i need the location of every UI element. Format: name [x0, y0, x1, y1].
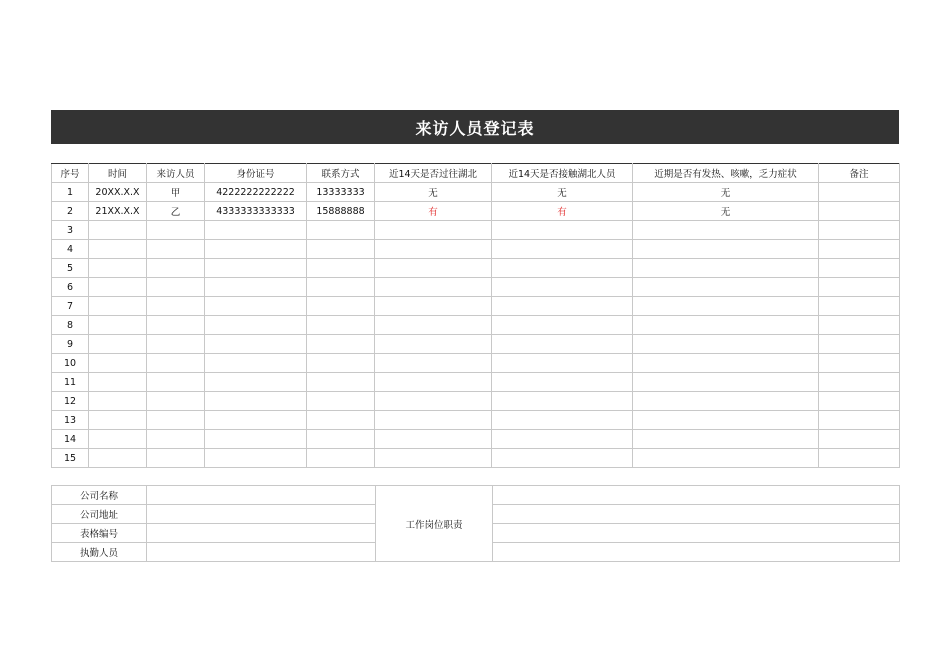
row-time[interactable] [89, 297, 147, 316]
row-no: 5 [52, 259, 89, 278]
row-id[interactable] [205, 373, 307, 392]
row-phone[interactable] [307, 411, 375, 430]
row-symptoms[interactable] [633, 240, 819, 259]
row-symptoms[interactable] [633, 278, 819, 297]
table-row [52, 259, 900, 278]
row-hubei-travel[interactable] [375, 430, 492, 449]
row-symptoms[interactable] [633, 373, 819, 392]
row-hubei-contact[interactable] [492, 221, 633, 240]
table-header-row [52, 164, 900, 183]
table-row [52, 278, 900, 297]
row-phone[interactable] [307, 354, 375, 373]
duty-label: 工作岗位职责 [376, 486, 493, 562]
row-note[interactable] [819, 373, 900, 392]
table-row [52, 354, 900, 373]
table-row [52, 430, 900, 449]
row-id[interactable] [205, 392, 307, 411]
row-time[interactable] [89, 354, 147, 373]
row-hubei-contact[interactable] [492, 411, 633, 430]
row-time[interactable]: 21XX.X.X [89, 202, 147, 221]
table-row [52, 392, 900, 411]
row-id[interactable] [205, 430, 307, 449]
duty-value-1[interactable] [493, 486, 900, 505]
row-note[interactable] [819, 430, 900, 449]
form-number-label: 表格编号 [52, 524, 147, 543]
row-no: 9 [52, 335, 89, 354]
row-note[interactable] [819, 354, 900, 373]
row-no: 14 [52, 430, 89, 449]
row-hubei-travel[interactable] [375, 240, 492, 259]
row-symptoms[interactable] [633, 411, 819, 430]
row-visitor[interactable] [147, 449, 205, 468]
row-time[interactable] [89, 411, 147, 430]
form-number-value[interactable] [147, 524, 376, 543]
row-hubei-contact[interactable] [492, 297, 633, 316]
row-no: 2 [52, 202, 89, 221]
row-symptoms[interactable] [633, 354, 819, 373]
row-no: 8 [52, 316, 89, 335]
duty-staff-value[interactable] [147, 543, 376, 562]
col-header-no: 序号 [52, 164, 89, 183]
duty-value-4[interactable] [493, 543, 900, 562]
row-visitor[interactable] [147, 392, 205, 411]
row-hubei-travel[interactable] [375, 392, 492, 411]
row-no: 7 [52, 297, 89, 316]
row-time[interactable] [89, 449, 147, 468]
row-hubei-contact[interactable]: 无 [492, 183, 633, 202]
row-hubei-contact[interactable] [492, 240, 633, 259]
row-phone[interactable] [307, 259, 375, 278]
row-id[interactable] [205, 259, 307, 278]
page-title: 来访人员登记表 [51, 110, 899, 144]
row-time[interactable] [89, 259, 147, 278]
row-hubei-contact[interactable] [492, 392, 633, 411]
row-hubei-travel[interactable] [375, 259, 492, 278]
table-row [52, 183, 900, 202]
row-visitor[interactable]: 甲 [147, 183, 205, 202]
row-no: 11 [52, 373, 89, 392]
row-id[interactable] [205, 411, 307, 430]
table-row [52, 335, 900, 354]
col-header-hubei-contact: 近14天是否接触湖北人员 [492, 164, 633, 183]
row-visitor[interactable] [147, 335, 205, 354]
row-phone[interactable] [307, 335, 375, 354]
row-phone[interactable] [307, 316, 375, 335]
row-note[interactable] [819, 449, 900, 468]
row-time[interactable]: 20XX.X.X [89, 183, 147, 202]
row-no: 12 [52, 392, 89, 411]
row-hubei-travel[interactable] [375, 411, 492, 430]
row-phone[interactable] [307, 430, 375, 449]
table-row [52, 297, 900, 316]
row-phone[interactable] [307, 221, 375, 240]
row-no: 6 [52, 278, 89, 297]
row-phone[interactable] [307, 392, 375, 411]
col-header-visitor: 来访人员 [147, 164, 205, 183]
row-hubei-travel[interactable] [375, 278, 492, 297]
row-id[interactable] [205, 297, 307, 316]
table-row [52, 202, 900, 221]
row-time[interactable] [89, 240, 147, 259]
row-id[interactable] [205, 449, 307, 468]
row-note[interactable] [819, 202, 900, 221]
footer-row [52, 486, 900, 505]
row-time[interactable] [89, 278, 147, 297]
row-visitor[interactable] [147, 373, 205, 392]
row-id[interactable] [205, 240, 307, 259]
row-hubei-travel[interactable]: 有 [375, 202, 492, 221]
row-symptoms[interactable] [633, 392, 819, 411]
row-symptoms[interactable] [633, 316, 819, 335]
row-hubei-contact[interactable] [492, 354, 633, 373]
table-row [52, 221, 900, 240]
row-hubei-travel[interactable] [375, 449, 492, 468]
row-time[interactable] [89, 430, 147, 449]
visitor-register-table [51, 163, 900, 468]
row-hubei-contact[interactable] [492, 259, 633, 278]
row-hubei-contact[interactable] [492, 449, 633, 468]
table-row [52, 240, 900, 259]
row-hubei-travel[interactable] [375, 297, 492, 316]
company-info-table [51, 485, 900, 562]
col-header-hubei-travel: 近14天是否过往湖北 [375, 164, 492, 183]
col-header-time: 时间 [89, 164, 147, 183]
row-hubei-travel[interactable] [375, 316, 492, 335]
duty-value-3[interactable] [493, 524, 900, 543]
row-id[interactable] [205, 221, 307, 240]
row-no: 13 [52, 411, 89, 430]
row-hubei-contact[interactable]: 有 [492, 202, 633, 221]
row-no: 15 [52, 449, 89, 468]
row-hubei-contact[interactable] [492, 335, 633, 354]
duty-value-2[interactable] [493, 505, 900, 524]
row-no: 4 [52, 240, 89, 259]
row-visitor[interactable] [147, 221, 205, 240]
row-note[interactable] [819, 221, 900, 240]
row-hubei-contact[interactable] [492, 430, 633, 449]
row-time[interactable] [89, 373, 147, 392]
row-note[interactable] [819, 392, 900, 411]
row-no: 10 [52, 354, 89, 373]
company-address-value[interactable] [147, 505, 376, 524]
row-phone[interactable]: 15888888 [307, 202, 375, 221]
row-no: 1 [52, 183, 89, 202]
row-id[interactable] [205, 316, 307, 335]
row-id[interactable] [205, 335, 307, 354]
row-note[interactable] [819, 183, 900, 202]
row-note[interactable] [819, 297, 900, 316]
row-visitor[interactable] [147, 354, 205, 373]
table-row [52, 449, 900, 468]
col-header-note: 备注 [819, 164, 900, 183]
company-name-label: 公司名称 [52, 486, 147, 505]
row-id[interactable] [205, 278, 307, 297]
row-phone[interactable] [307, 373, 375, 392]
row-note[interactable] [819, 316, 900, 335]
row-phone[interactable] [307, 297, 375, 316]
row-no: 3 [52, 221, 89, 240]
row-symptoms[interactable]: 无 [633, 183, 819, 202]
row-phone[interactable] [307, 240, 375, 259]
row-visitor[interactable] [147, 430, 205, 449]
row-hubei-contact[interactable] [492, 373, 633, 392]
row-visitor[interactable] [147, 297, 205, 316]
row-symptoms[interactable] [633, 297, 819, 316]
row-phone[interactable]: 13333333 [307, 183, 375, 202]
row-time[interactable] [89, 392, 147, 411]
company-address-label: 公司地址 [52, 505, 147, 524]
col-header-symptoms: 近期是否有发热、咳嗽，乏力症状 [633, 164, 819, 183]
row-hubei-travel[interactable] [375, 354, 492, 373]
row-symptoms[interactable] [633, 430, 819, 449]
row-id[interactable] [205, 354, 307, 373]
row-hubei-contact[interactable] [492, 278, 633, 297]
col-header-id: 身份证号 [205, 164, 307, 183]
row-note[interactable] [819, 240, 900, 259]
row-visitor[interactable] [147, 240, 205, 259]
row-id[interactable]: 4222222222222 [205, 183, 307, 202]
row-visitor[interactable]: 乙 [147, 202, 205, 221]
row-hubei-travel[interactable] [375, 373, 492, 392]
row-time[interactable] [89, 316, 147, 335]
col-header-phone: 联系方式 [307, 164, 375, 183]
row-visitor[interactable] [147, 259, 205, 278]
row-time[interactable] [89, 335, 147, 354]
row-hubei-travel[interactable] [375, 335, 492, 354]
row-symptoms[interactable] [633, 449, 819, 468]
row-phone[interactable] [307, 449, 375, 468]
row-visitor[interactable] [147, 278, 205, 297]
row-note[interactable] [819, 259, 900, 278]
row-note[interactable] [819, 335, 900, 354]
row-note[interactable] [819, 278, 900, 297]
row-symptoms[interactable] [633, 335, 819, 354]
row-time[interactable] [89, 221, 147, 240]
row-hubei-contact[interactable] [492, 316, 633, 335]
table-row [52, 411, 900, 430]
row-hubei-travel[interactable]: 无 [375, 183, 492, 202]
row-phone[interactable] [307, 278, 375, 297]
row-visitor[interactable] [147, 411, 205, 430]
table-row [52, 316, 900, 335]
row-hubei-travel[interactable] [375, 221, 492, 240]
duty-staff-label: 执勤人员 [52, 543, 147, 562]
company-name-value[interactable] [147, 486, 376, 505]
row-symptoms[interactable]: 无 [633, 202, 819, 221]
row-symptoms[interactable] [633, 221, 819, 240]
table-row [52, 373, 900, 392]
row-visitor[interactable] [147, 316, 205, 335]
row-id[interactable]: 4333333333333 [205, 202, 307, 221]
row-note[interactable] [819, 411, 900, 430]
row-symptoms[interactable] [633, 259, 819, 278]
